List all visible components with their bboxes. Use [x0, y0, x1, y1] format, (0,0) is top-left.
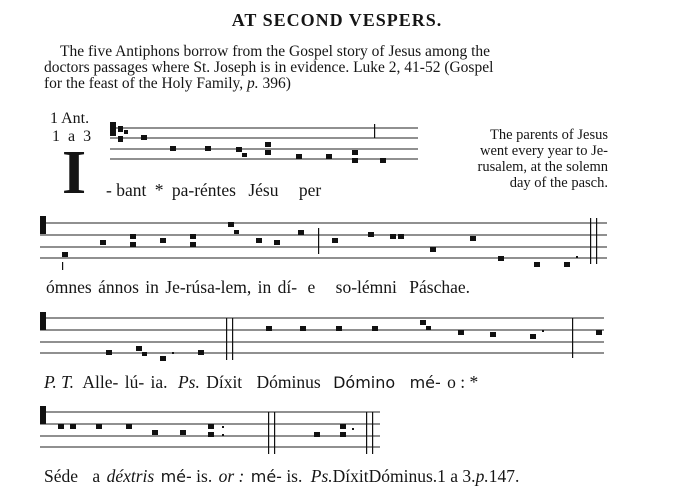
intro-text: for the feast of the Holy Family,: [44, 75, 248, 92]
lyric-syllable: a: [92, 466, 101, 486]
lyric-syllable: Jésu: [248, 180, 279, 200]
lyric-syllable: e: [307, 277, 316, 297]
section-title: AT SECOND VESPERS.: [231, 10, 443, 30]
initial-letter: I: [62, 139, 87, 207]
lyric-syllable: dí-: [277, 277, 298, 297]
lyric-syllable: is.: [196, 466, 213, 486]
intro-line: doctors passages where St. Joseph is in evidence. Luke 2, 41-52 (Gospel: [44, 59, 494, 76]
lyric-syllable: in: [145, 277, 159, 297]
antiphon-number: 1 Ant.: [50, 110, 90, 127]
lyric-syllable: o :: [447, 372, 466, 392]
lyric-syllable: in: [257, 277, 272, 297]
lyric-syllable: ómnes: [46, 277, 92, 297]
psalm-marker: Ps.: [310, 466, 333, 486]
lyric-syllable: pa-réntes: [171, 180, 236, 200]
lyric-line-4: [44, 466, 519, 487]
lyric-syllable: Páschae.: [409, 277, 471, 297]
lyric-syllable: ia.: [150, 372, 168, 392]
sidebar-line: rusalem, at the solemn: [477, 159, 608, 175]
accent-syllable: mé-: [160, 467, 192, 486]
mode-reference: 1 a 3.: [437, 466, 476, 486]
page-abbrev: p.: [247, 75, 259, 92]
lyric-syllable: so-lémni: [335, 277, 397, 297]
lyric-syllable: per: [298, 180, 322, 200]
sidebar-line: went every year to Je-: [479, 143, 608, 159]
lyric-syllable: Séde: [44, 466, 79, 486]
sidebar-line: day of the pasch.: [509, 175, 608, 191]
intro-text: 396): [258, 75, 291, 92]
lyric-syllable: lú-: [124, 372, 145, 392]
lyric-syllable: Díxit: [206, 372, 243, 392]
lyric-star: *: [469, 372, 479, 392]
accent-syllable: mé-: [250, 467, 282, 486]
page-number: 147.: [488, 466, 520, 486]
page-abbrev: p.: [475, 466, 489, 486]
accent-syllable: mé-: [409, 373, 441, 392]
antiphon-mode: 1 a 3: [52, 128, 94, 145]
alternative-marker: or :: [218, 466, 245, 486]
lyric-syllable: ánnos: [98, 277, 139, 297]
paschal-time-marker: P. T.: [44, 372, 74, 392]
clef: [40, 406, 46, 424]
lyric-syllable: is.: [286, 466, 303, 486]
accent-syllable: Dómino: [333, 373, 396, 392]
lyric-star: *: [154, 180, 164, 200]
staff-lines: [40, 412, 380, 447]
lyric-syllable: déxtris: [106, 466, 155, 486]
lyric-syllable: - bant: [106, 180, 147, 200]
lyric-syllable: Alle-: [82, 372, 119, 392]
lyric-syllable: Je-rúsa-lem,: [165, 277, 252, 297]
lyric-syllable: Dóminus: [256, 372, 321, 392]
psalm-incipit: DíxitDóminus.: [332, 466, 438, 486]
sidebar-line: The parents of Jesus: [490, 127, 608, 143]
psalm-marker: Ps.: [177, 372, 200, 392]
intro-line: The five Antiphons borrow from the Gospel story of Jesus among the: [60, 43, 491, 60]
